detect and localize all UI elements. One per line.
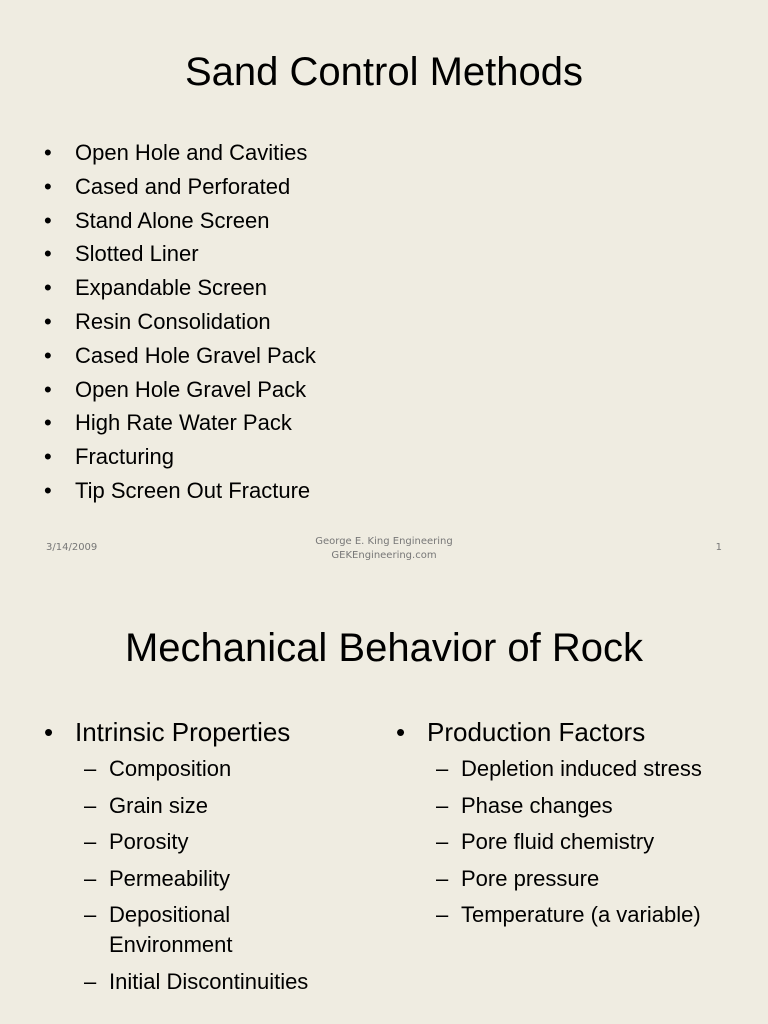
footer-company-name: George E. King Engineering — [315, 536, 453, 547]
dash-glyph: – — [436, 865, 449, 891]
list-item — [436, 754, 702, 784]
list-item-text: Depositional Environment — [109, 902, 233, 957]
dash-glyph: – — [84, 865, 97, 891]
bullet-glyph: • — [44, 376, 52, 402]
list-item — [44, 474, 316, 508]
bullet-glyph: • — [44, 477, 52, 503]
list-item-text: Cased and Perforated — [75, 173, 291, 199]
sub-bullet-list — [436, 754, 702, 930]
dash-glyph: – — [436, 829, 449, 854]
list-item-text: Composition — [109, 756, 232, 781]
footer-date: 3/14/2009 — [46, 542, 98, 553]
list-item — [44, 204, 316, 238]
bullet-glyph: • — [44, 444, 52, 470]
dash-glyph: – — [84, 756, 97, 781]
list-item — [44, 237, 316, 271]
slide-mechanical-behavior-of-rock — [0, 576, 768, 1024]
list-item-text: Cased Hole Gravel Pack — [75, 342, 316, 368]
bullet-glyph: • — [44, 241, 52, 267]
bullet-glyph: • — [44, 173, 52, 199]
list-item — [44, 305, 316, 339]
list-item-text: Pore pressure — [461, 865, 600, 891]
dash-glyph: – — [84, 829, 97, 854]
dash-glyph: – — [84, 902, 97, 927]
list-item — [44, 136, 316, 170]
list-item — [84, 754, 329, 784]
slide-title: Mechanical Behavior of Rock — [124, 626, 644, 670]
bullet-glyph: • — [44, 140, 52, 165]
column-heading-text: Production Factors — [427, 717, 646, 747]
dash-glyph: – — [436, 792, 449, 818]
list-item-text: High Rate Water Pack — [75, 410, 292, 436]
list-item — [44, 440, 316, 474]
list-item — [84, 967, 329, 997]
list-item-text: Temperature (a variable) — [461, 902, 701, 927]
list-item — [84, 827, 329, 857]
bullet-list — [44, 136, 316, 508]
bullet-glyph: • — [44, 410, 52, 436]
list-item-text: Open Hole and Cavities — [75, 140, 308, 165]
list-item-text: Stand Alone Screen — [75, 207, 270, 233]
list-item — [84, 864, 329, 894]
footer-page-number: 1 — [715, 542, 722, 553]
list-item — [44, 406, 316, 440]
list-item-text: Initial Discontinuities — [109, 968, 309, 994]
dash-glyph: – — [436, 756, 449, 781]
list-item — [44, 271, 316, 305]
column-heading — [44, 714, 329, 750]
list-item-text: Phase changes — [461, 792, 613, 818]
list-item-text: Resin Consolidation — [75, 308, 271, 334]
list-item — [44, 339, 316, 373]
column-intrinsic-properties — [44, 714, 329, 1003]
bullet-glyph: • — [396, 717, 406, 747]
list-item-text: Fracturing — [75, 444, 175, 470]
list-item-text: Open Hole Gravel Pack — [75, 376, 307, 402]
bullet-glyph: • — [44, 308, 52, 334]
list-item — [436, 791, 702, 821]
slide-title: Sand Control Methods — [184, 50, 583, 94]
list-item — [44, 373, 316, 407]
list-item — [436, 900, 702, 930]
list-item-text: Expandable Screen — [75, 275, 268, 301]
list-item-text: Slotted Liner — [75, 241, 199, 267]
dash-glyph: – — [84, 968, 97, 994]
bullet-glyph: • — [44, 275, 52, 301]
column-heading — [396, 714, 702, 750]
list-item-text: Porosity — [109, 829, 189, 854]
list-item — [84, 791, 329, 821]
list-item-text: Grain size — [109, 792, 209, 818]
list-item-text: Depletion induced stress — [461, 756, 702, 781]
column-production-factors — [396, 714, 702, 937]
list-item — [436, 827, 702, 857]
dash-glyph: – — [84, 792, 97, 818]
bullet-glyph: • — [44, 207, 52, 233]
list-item — [436, 864, 702, 894]
list-item-text: Tip Screen Out Fracture — [75, 477, 311, 503]
column-heading-text: Intrinsic Properties — [75, 717, 291, 747]
bullet-glyph: • — [44, 717, 54, 747]
list-item — [44, 170, 316, 204]
footer-company-website: GEKEngineering.com — [331, 550, 437, 561]
sub-bullet-list — [84, 754, 329, 997]
list-item — [84, 900, 329, 960]
footer-company — [0, 535, 768, 563]
list-item-text: Pore fluid chemistry — [461, 829, 655, 854]
bullet-glyph: • — [44, 342, 52, 368]
dash-glyph: – — [436, 902, 449, 927]
list-item-text: Permeability — [109, 865, 231, 891]
